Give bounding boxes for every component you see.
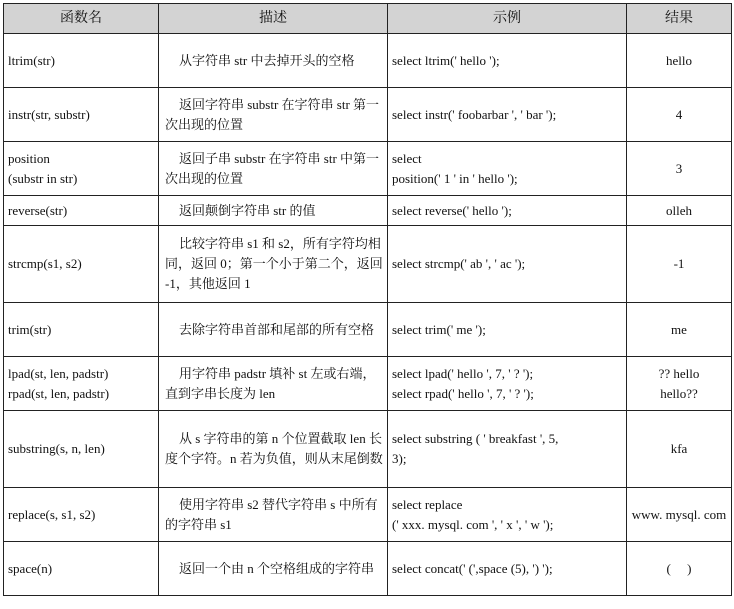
table-header-row xyxy=(4,4,732,34)
table-row xyxy=(4,88,732,142)
description-text: 从 s 字符串的第 n 个位置截取 len 长度个字符。n 若为负值，则从末尾倒数 xyxy=(165,431,383,466)
function-name-cell xyxy=(4,488,159,542)
example-cell xyxy=(388,88,627,142)
example-code-continued: 3); xyxy=(392,451,407,466)
example-code: select lpad(' hello ', 7, ' ? '); xyxy=(392,365,534,381)
example-cell xyxy=(388,542,627,596)
example-cell xyxy=(388,488,627,542)
example-cell xyxy=(388,34,627,88)
header-description: 描述 xyxy=(159,4,388,34)
table-row xyxy=(4,226,732,303)
function-name: trim(str) xyxy=(8,321,52,337)
description-text: 从字符串 str 中去掉开头的空格 xyxy=(179,52,355,68)
example-code: select replace xyxy=(392,496,463,512)
function-name: reverse(str) xyxy=(8,202,68,218)
example-code: select trim(' me '); xyxy=(392,321,486,337)
table-row xyxy=(4,411,732,488)
description-cell xyxy=(159,542,388,596)
result-cell xyxy=(627,357,732,411)
function-name: substring(s, n, len) xyxy=(8,441,105,456)
function-name: strcmp(s1, s2) xyxy=(8,256,82,271)
string-function-table xyxy=(3,3,732,596)
function-name-cell xyxy=(4,411,159,488)
result-cell xyxy=(627,88,732,142)
description-cell xyxy=(159,142,388,196)
result-value: me xyxy=(671,321,687,337)
function-name-cell xyxy=(4,88,159,142)
function-name-cell xyxy=(4,34,159,88)
function-table-container xyxy=(3,3,731,596)
function-name-continued: (substr in str) xyxy=(8,170,78,186)
description-cell xyxy=(159,34,388,88)
result-cell xyxy=(627,542,732,596)
table-row xyxy=(4,542,732,596)
table-row xyxy=(4,357,732,411)
example-cell xyxy=(388,357,627,411)
function-name-cell xyxy=(4,226,159,303)
function-name-second: rpad(st, len, padstr) xyxy=(8,385,110,401)
header-function-name: 函数名 xyxy=(4,4,159,34)
result-value: www. mysql. com xyxy=(631,506,727,522)
result-value: hello xyxy=(666,52,692,68)
result-value: olleh xyxy=(666,202,692,218)
example-cell xyxy=(388,142,627,196)
description-cell xyxy=(159,88,388,142)
function-name-cell xyxy=(4,196,159,226)
example-code-continued: position(' 1 ' in ' hello '); xyxy=(392,170,518,186)
description-text: 比较字符串 s1 和 s2，所有字符均相同，返回 0；第一个小于第二个，返回 -1，其他返回 1 xyxy=(165,236,383,291)
function-name: replace(s, s1, s2) xyxy=(8,506,96,522)
function-name-cell xyxy=(4,303,159,357)
header-result: 结果 xyxy=(627,4,732,34)
result-value: ( ) xyxy=(666,560,692,576)
description-text: 返回子串 substr 在字符串 str 中第一次出现的位置 xyxy=(165,150,380,186)
function-name-cell xyxy=(4,357,159,411)
description-text: 使用字符串 s2 替代字符串 s 中所有的字符串 s1 xyxy=(165,496,378,532)
function-name: ltrim(str) xyxy=(8,52,55,68)
example-cell xyxy=(388,303,627,357)
function-name: instr(str, substr) xyxy=(8,106,90,122)
function-name: lpad(st, len, padstr) xyxy=(8,365,109,381)
description-text: 用字符串 padstr 填补 st 左或右端，直到字串长度为 len xyxy=(165,365,376,401)
description-cell xyxy=(159,411,388,488)
description-text: 返回颠倒字符串 str 的值 xyxy=(179,202,316,218)
result-cell xyxy=(627,196,732,226)
example-cell xyxy=(388,196,627,226)
result-cell xyxy=(627,34,732,88)
example-code-second: select rpad(' hello ', 7, ' ? '); xyxy=(392,385,534,401)
description-cell xyxy=(159,303,388,357)
function-name-cell xyxy=(4,542,159,596)
result-value: -1 xyxy=(673,256,685,271)
table-row xyxy=(4,196,732,226)
example-code: select strcmp(' ab ', ' ac '); xyxy=(392,256,526,271)
example-code: select substring ( ' breakfast ', 5, xyxy=(392,431,559,446)
description-text: 去除字符串首部和尾部的所有空格 xyxy=(179,321,375,337)
result-cell xyxy=(627,142,732,196)
example-code: select instr(' foobarbar ', ' bar '); xyxy=(392,106,557,122)
description-cell xyxy=(159,226,388,303)
function-name-cell xyxy=(4,142,159,196)
example-code: select xyxy=(392,150,422,166)
table-row xyxy=(4,488,732,542)
result-cell xyxy=(627,488,732,542)
result-value: ?? hello xyxy=(658,365,700,381)
result-value: 3 xyxy=(675,160,683,176)
example-code: select ltrim(' hello '); xyxy=(392,52,500,68)
example-code: select reverse(' hello '); xyxy=(392,202,512,218)
result-value-second: hello?? xyxy=(660,385,698,401)
result-cell xyxy=(627,226,732,303)
example-code: select concat(' (',space (5), ') '); xyxy=(392,560,553,576)
function-name: space(n) xyxy=(8,560,53,576)
header-example: 示例 xyxy=(388,4,627,34)
result-cell xyxy=(627,303,732,357)
result-cell xyxy=(627,411,732,488)
example-cell xyxy=(388,411,627,488)
table-row xyxy=(4,34,732,88)
description-text: 返回字符串 substr 在字符串 str 第一次出现的位置 xyxy=(165,96,380,132)
result-value: 4 xyxy=(675,106,683,122)
description-text: 返回一个由 n 个空格组成的字符串 xyxy=(179,560,375,576)
result-value: kfa xyxy=(670,441,688,456)
example-cell xyxy=(388,226,627,303)
table-row xyxy=(4,142,732,196)
description-cell xyxy=(159,357,388,411)
description-cell xyxy=(159,488,388,542)
function-name: position xyxy=(8,150,50,166)
table-row xyxy=(4,303,732,357)
description-cell xyxy=(159,196,388,226)
example-code-continued: (' xxx. mysql. com ', ' x ', ' w '); xyxy=(392,516,554,532)
